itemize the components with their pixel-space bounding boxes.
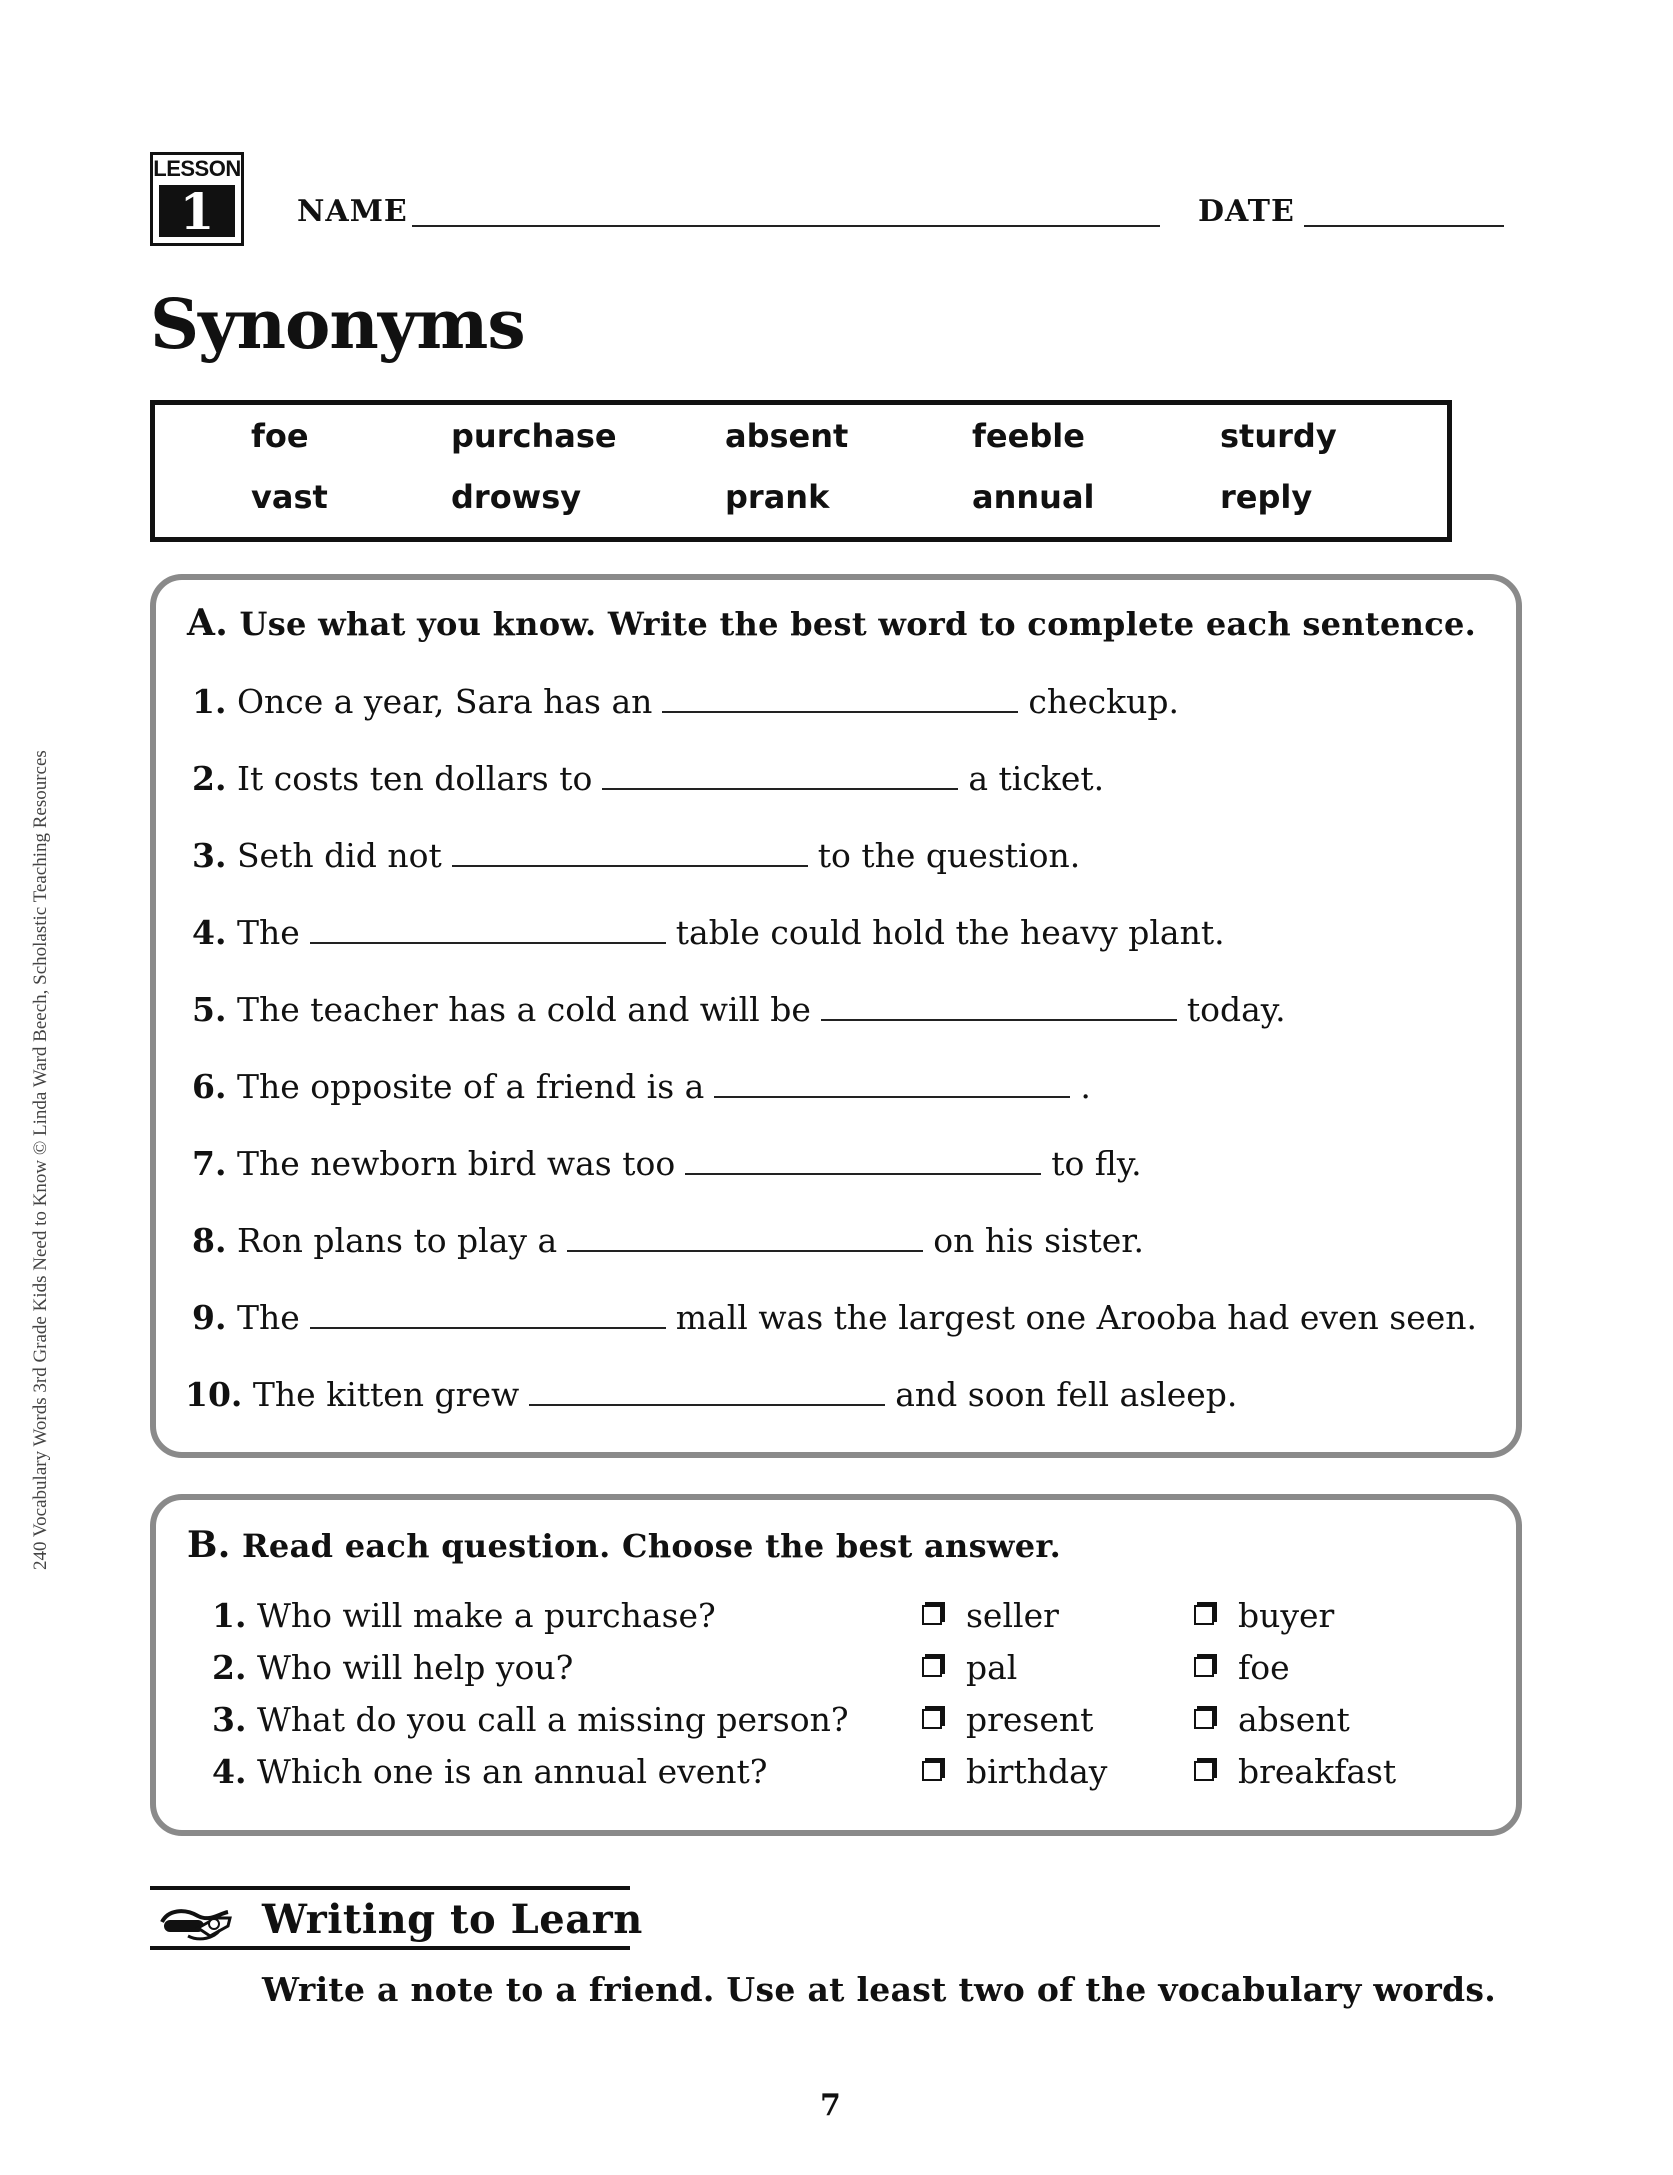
sentence-after: to fly.: [1051, 1144, 1142, 1183]
word-bank-item: vast: [251, 478, 328, 516]
option-label: seller: [966, 1596, 1059, 1635]
word-bank-item: absent: [725, 417, 849, 455]
answer-option[interactable]: [1194, 1700, 1350, 1739]
item-number: 10.: [185, 1375, 243, 1414]
answer-blank[interactable]: [452, 839, 808, 867]
date-field[interactable]: [1304, 225, 1504, 227]
page-title: Synonyms: [150, 285, 525, 365]
writing-title: Writing to Learn: [262, 1896, 643, 1943]
sentence-after: table could hold the heavy plant.: [675, 913, 1225, 952]
item-number: 3.: [192, 836, 227, 875]
word-bank-item: prank: [725, 478, 830, 516]
answer-blank[interactable]: [685, 1147, 1041, 1175]
item-number: 4.: [212, 1752, 247, 1791]
option-label: breakfast: [1238, 1752, 1397, 1791]
sentence-before: The: [236, 913, 300, 952]
sentence-after: a ticket.: [968, 759, 1105, 798]
sentence-before: The teacher has a cold and will be: [236, 990, 811, 1029]
word-bank-item: annual: [972, 478, 1095, 516]
option-label: absent: [1238, 1700, 1350, 1739]
question-item: [212, 1700, 849, 1739]
checkbox-icon[interactable]: [922, 1761, 942, 1781]
item-number: 8.: [192, 1221, 227, 1260]
lesson-badge: [150, 152, 244, 246]
sentence-item: [185, 1375, 1237, 1414]
sentence-item: [192, 1221, 1144, 1260]
question-text: Which one is an annual event?: [256, 1752, 768, 1791]
item-number: 2.: [192, 759, 227, 798]
checkbox-icon[interactable]: [1194, 1657, 1214, 1677]
option-label: foe: [1238, 1648, 1290, 1687]
sentence-before: Ron plans to play a: [236, 1221, 558, 1260]
answer-blank[interactable]: [714, 1070, 1070, 1098]
option-label: buyer: [1238, 1596, 1335, 1635]
answer-option[interactable]: [922, 1700, 1093, 1739]
question-item: [212, 1648, 573, 1687]
question-text: What do you call a missing person?: [256, 1700, 849, 1739]
sentence-before: The newborn bird was too: [236, 1144, 676, 1183]
item-number: 1.: [192, 682, 227, 721]
sentence-item: [192, 913, 1225, 952]
section-a-letter: A.: [187, 602, 229, 644]
option-label: birthday: [966, 1752, 1108, 1791]
sentence-item: [192, 682, 1179, 721]
checkbox-icon[interactable]: [1194, 1761, 1214, 1781]
word-bank-item: feeble: [972, 417, 1085, 455]
word-bank-item: purchase: [451, 417, 617, 455]
sentence-after: checkup.: [1028, 682, 1180, 721]
sentence-before: Once a year, Sara has an: [236, 682, 653, 721]
answer-blank[interactable]: [310, 1301, 666, 1329]
checkbox-icon[interactable]: [922, 1657, 942, 1677]
sentence-item: [192, 1067, 1091, 1106]
answer-option[interactable]: [1194, 1752, 1396, 1791]
section-a-instruction: [187, 602, 1476, 644]
option-label: present: [966, 1700, 1094, 1739]
answer-blank[interactable]: [662, 685, 1018, 713]
name-label: NAME: [297, 194, 408, 229]
sentence-after: today.: [1186, 990, 1286, 1029]
sentence-after: to the question.: [817, 836, 1081, 875]
answer-option[interactable]: [922, 1596, 1059, 1635]
answer-blank[interactable]: [529, 1378, 885, 1406]
item-number: 9.: [192, 1298, 227, 1337]
date-label: DATE: [1198, 194, 1295, 229]
answer-blank[interactable]: [821, 993, 1177, 1021]
sentence-after: on his sister.: [933, 1221, 1144, 1260]
sentence-before: The kitten grew: [252, 1375, 520, 1414]
side-credit: 240 Vocabulary Words 3rd Grade Kids Need to Know © Linda Ward Beech, Scholastic Teaching Resources: [30, 750, 51, 1570]
checkbox-icon[interactable]: [922, 1709, 942, 1729]
answer-blank[interactable]: [567, 1224, 923, 1252]
question-text: Who will help you?: [256, 1648, 574, 1687]
sentence-item: [192, 1298, 1477, 1337]
sentence-after: .: [1080, 1067, 1091, 1106]
sentence-before: The opposite of a friend is a: [236, 1067, 705, 1106]
item-number: 5.: [192, 990, 227, 1029]
sentence-before: The: [236, 1298, 300, 1337]
section-b-letter: B.: [187, 1524, 231, 1566]
section-a-instruction-text: Use what you know. Write the best word to complete each sentence.: [239, 605, 1477, 643]
lesson-label: LESSON: [153, 156, 241, 181]
checkbox-icon[interactable]: [922, 1605, 942, 1625]
pencil-paper-icon: [158, 1898, 244, 1942]
writing-prompt: Write a note to a friend. Use at least two of the vocabulary words.: [262, 1970, 1497, 2009]
lesson-number: 1: [159, 185, 235, 237]
question-item: [212, 1752, 768, 1791]
section-b-instruction-text: Read each question. Choose the best answer.: [242, 1527, 1062, 1565]
sentence-after: and soon fell asleep.: [895, 1375, 1238, 1414]
item-number: 6.: [192, 1067, 227, 1106]
item-number: 4.: [192, 913, 227, 952]
sentence-before: Seth did not: [236, 836, 442, 875]
writing-rule-bottom: [150, 1946, 630, 1950]
sentence-after: mall was the largest one Arooba had even seen.: [675, 1298, 1478, 1337]
answer-blank[interactable]: [310, 916, 666, 944]
item-number: 7.: [192, 1144, 227, 1183]
word-bank-item: drowsy: [451, 478, 582, 516]
answer-option[interactable]: [922, 1648, 1017, 1687]
item-number: 1.: [212, 1596, 247, 1635]
item-number: 3.: [212, 1700, 247, 1739]
word-bank: [150, 400, 1452, 542]
word-bank-item: reply: [1220, 478, 1313, 516]
answer-option[interactable]: [922, 1752, 1107, 1791]
question-text: Who will make a purchase?: [256, 1596, 716, 1635]
option-label: pal: [966, 1648, 1018, 1687]
sentence-item: [192, 1144, 1142, 1183]
writing-rule-top: [150, 1886, 630, 1890]
word-bank-item: sturdy: [1220, 417, 1337, 455]
name-field[interactable]: [412, 225, 1160, 227]
checkbox-icon[interactable]: [1194, 1605, 1214, 1625]
sentence-before: It costs ten dollars to: [236, 759, 593, 798]
word-bank-item: foe: [251, 417, 309, 455]
answer-option[interactable]: [1194, 1648, 1290, 1687]
sentence-item: [192, 836, 1080, 875]
page-number: 7: [820, 2088, 841, 2123]
sentence-item: [192, 759, 1104, 798]
question-item: [212, 1596, 716, 1635]
answer-option[interactable]: [1194, 1596, 1334, 1635]
answer-blank[interactable]: [602, 762, 958, 790]
checkbox-icon[interactable]: [1194, 1709, 1214, 1729]
section-b-instruction: [187, 1524, 1061, 1566]
sentence-item: [192, 990, 1286, 1029]
item-number: 2.: [212, 1648, 247, 1687]
